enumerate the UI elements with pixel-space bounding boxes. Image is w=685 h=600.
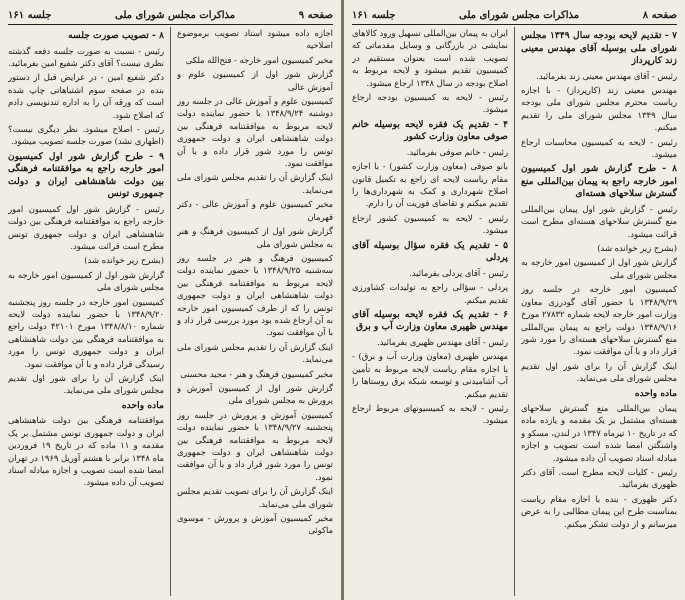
- paragraph: رئیس - لایحه به کمیسیون بودجه ارجاع میشود.: [352, 92, 508, 115]
- column: [521, 27, 677, 596]
- paragraph: اینک گزارش آن را برای شور اول تقدیم مجلس شورای ملی می‌نماید.: [521, 360, 677, 384]
- paragraph: رئیس - آقای مهندس ظهیری بفرمائید.: [376, 336, 508, 347]
- paragraph: گزارش شور اول از کمیسیون فرهنگ و هنر به مجلس شورای ملی: [177, 226, 333, 249]
- left-page: [0, 0, 341, 600]
- paragraph: کمیسیون امور خارجه در جلسه روز پنجشنبه ۱۳۴۸/۹/۲۰ با حضور نماینده دولت لایحه شماره ۱۳۴۸/۸/۱۰ مورخ ۴۲۱۰۱ دولت راجع به موافقتنامه فرهنگی بین دولت شاهنشاهی ایران و دولت جمهوری تونس را مورد رسیدگی قرار داده و با آن موافقت نمود.: [8, 296, 164, 369]
- paragraph: دکتر ظهوری - بنده با اجازه مقام ریاست بمناسبت طرح این پیمان مطالبی را به عرض میرسانم و از دولت تشکر میکنم.: [521, 493, 677, 529]
- column: [8, 27, 164, 596]
- paragraph: مهندس ظهیری (معاون وزارت آب و برق) - با اجازه مقام ریاست لایحه مربوط به تأمین آب آشامیدنی و توسعه شبکه برق روستاها را تقدیم میکنم.: [352, 351, 508, 399]
- column-divider: [514, 27, 515, 596]
- page-header: [8, 6, 333, 25]
- paragraph: مخبر کمیسیون علوم و آموزش عالی - دکتر قهرمان: [177, 199, 333, 222]
- section-heading: ۹ - طرح گزارش شور اول کمیسیون امور خارجه راجع به موافقتنامه فرهنگی بین دولت شاهنشاهی ایران و دولت جمهوری تونس: [8, 150, 164, 200]
- section-heading: ماده واحده: [634, 387, 677, 399]
- text-columns: [8, 27, 333, 596]
- section-heading: ۷ - تقدیم لایحه بودجه سال ۱۳۴۹ مجلس شورای ملی بوسیله آقای مهندس معینی زند کارپرداز: [521, 30, 677, 66]
- paragraph: اجازه داده میشود استاد تصویب برموضوع اصلاحیه: [177, 28, 333, 51]
- paragraph: گزارش شور اول از کمیسیون آموزش و پرورش به مجلس شورای ملی: [177, 382, 333, 406]
- paragraph: رئیس - خانم صوفی بفرمائید.: [406, 146, 508, 157]
- section-heading: ۸ - طرح گزارش شور اول کمیسیون امور خارجه راجع به پیمان بین‌المللی منع گسترش سلاحهای هسته‌ای: [521, 163, 677, 200]
- paragraph: ایران به پیمان بین‌المللی تسهیل ورود کالاهای نمایشی در بازرگانی و وسایل مقدماتی که تصویب شده است بعنوان مستقیم در کمیسیون تقدیم میشود و لایحه مربوط به اصلاح بودجه در سال ۱۳۴۸ ارجاع میشود.: [352, 28, 508, 88]
- paragraph: گزارش شور اول از کمیسیون امور خارجه به مجلس شورای ملی: [8, 269, 164, 293]
- session-number: جلسه ۱۶۱: [8, 9, 52, 21]
- paragraph: رئیس - آقای پردلی بفرمائید.: [409, 267, 508, 278]
- paragraph: (بشرح زیر خوانده شد): [84, 255, 164, 266]
- paragraph: رئیس - آقای مهندس معینی زند بفرمائید.: [536, 70, 677, 81]
- column: [177, 27, 333, 596]
- paragraph: مخبر کمیسیون آموزش و پرورش - موسوی ماکوئی: [177, 513, 333, 536]
- paragraph: موافقتنامه فرهنگی بین دولت شاهنشاهی ایران و دولت جمهوری تونس مشتمل بر یک مقدمه و ۱۱ ماده که در تاریخ ۱۹ فروردین ماه ۱۳۴۸ برابر با هشتم آوریل ۱۹۶۹ در تهران امضا شده است تصویب و اجازه مبادله اسناد تصویب آن داده میشود.: [8, 415, 164, 488]
- paragraph: اینک گزارش آن را برای شور اول تقدیم مجلس شورای ملی می‌نماید.: [8, 373, 164, 396]
- paragraph: گزارش شور اول از کمیسیون علوم و آموزش عالی: [177, 69, 333, 92]
- paragraph: رئیس - لایحه به کمیسیونهای مربوط ارجاع میشود.: [352, 402, 508, 426]
- right-page: [344, 0, 685, 600]
- paragraph: دکتر شفیع امین - در عرایض قبل از دستور بنده در صفحه سوم اشتباهاتی چاپ شده است که ورقه آن را به اداره تندنویسی دادم که اصلاح شود.: [8, 72, 164, 120]
- section-heading: ۴ - تقدیم یک فقره لایحه بوسیله خانم صوفی معاون وزارت کشور: [352, 118, 508, 143]
- paragraph: کمیسیون علوم و آموزش عالی در جلسه روز دوشنبه ۱۳۴۸/۹/۲۴ با حضور نماینده دولت لایحه مربوط به موافقتنامه فرهنگی بین دولت شاهنشاهی ایران و دولت جمهوری تونس را مورد شور قرار داده و با آن موافقت نمود.: [177, 96, 333, 169]
- paragraph: کمیسیون آموزش و پرورش در جلسه روز پنجشنبه ۱۳۴۸/۹/۲۷ با حضور نماینده دولت لایحه مربوط به موافقتنامه فرهنگی بین دولت شاهنشاهی ایران و دولت جمهوری تونس را مورد شور قرار داد و با آن موافقت نمود.: [177, 409, 333, 482]
- page-header: [352, 6, 677, 25]
- paragraph: مخبر کمیسیون فرهنگ و هنر - مجید محسنی: [180, 368, 333, 379]
- paragraph: اینک گزارش آن را تقدیم مجلس شورای ملی می‌نماید.: [177, 341, 333, 365]
- header-title: مذاکرات مجلس شورای ملی: [459, 9, 580, 21]
- paragraph: اینک گزارش آن را برای تصویب تقدیم مجلس شورای ملی می‌نماید.: [177, 486, 333, 509]
- paragraph: کمیسیون فرهنگ و هنر در جلسه روز سه‌شنبه ۱۳۴۸/۹/۲۵ با حضور نماینده دولت لایحه مربوط به موافقتنامه فرهنگی بین دولت شاهنشاهی ایران و دولت جمهوری تونس را که از طرف کمیسیون امور خارجه به آن ارجاع شده بود مورد بررسی قرار داد و با آن موافقت نمود.: [177, 252, 333, 338]
- paragraph: (بشرح زیر خوانده شد): [597, 243, 677, 254]
- paragraph: اینک گزارش آن را تقدیم مجلس شورای ملی می‌نماید.: [177, 172, 333, 195]
- paragraph: رئیس - لایحه به کمیسیون کشور ارجاع میشود.: [352, 212, 508, 236]
- page-number: صفحه ۸: [642, 9, 677, 21]
- column: [352, 27, 508, 596]
- section-heading: ۶ - تقدیم یک فقره لایحه بوسیله آقای مهندس ظهیری معاون وزارت آب و برق: [352, 308, 508, 333]
- section-heading: ۵ - تقدیم یک فقره سؤال بوسیله آقای پردلی: [352, 239, 508, 264]
- paragraph: رئیس - گزارش شور اول پیمان بین‌المللی منع گسترش سلاحهای هسته‌ای مطرح است قرائت میشود.: [521, 203, 677, 239]
- paragraph: پیمان بین‌المللی منع گسترش سلاحهای هسته‌ای مشتمل بر یک مقدمه و یازده ماده که در تاریخ ۱۰ تیرماه ۱۳۴۷ در لندن، مسکو و واشنگتن امضا شده است تصویب و اجازه مبادله اسناد تصویب آن داده میشود.: [521, 403, 677, 463]
- paragraph: مهندس معینی زند (کارپرداز) - با اجازه ریاست محترم مجلس شورای ملی بودجه سال ۱۳۴۹ مجلس شورای ملی را تقدیم میکنم.: [521, 84, 677, 133]
- session-number: جلسه ۱۶۱: [352, 9, 396, 21]
- page-number: صفحه ۹: [298, 9, 333, 21]
- section-heading: ۸ - تصویب صورت جلسه: [68, 30, 164, 41]
- paragraph: رئیس - اصلاح میشود. نظر دیگری نیست؟ (اظهاری نشد) صورت جلسه تصویب میشود.: [8, 123, 164, 147]
- paragraph: پردلی - سؤالی راجع به تولیدات کشاورزی تقدیم میکنم.: [352, 282, 508, 305]
- paragraph: مخبر کمیسیون امور خارجه - فتح‌الله ملکی: [185, 54, 333, 65]
- paragraph: رئیس - گزارش شور اول کمیسیون امور خارجه راجع به موافقتنامه فرهنگی بین دولت شاهنشاهی ایران و دولت جمهوری تونس مطرح است قرائت میشود.: [8, 203, 164, 251]
- paragraph: گزارش شور اول از کمیسیون امور خارجه به مجلس شورای ملی: [521, 257, 677, 280]
- column-divider: [170, 27, 171, 596]
- paragraph: رئیس - کلیات لایحه مطرح است. آقای دکتر ظهوری بفرمائید.: [521, 467, 677, 490]
- section-heading: ماده واحده: [121, 399, 164, 411]
- paragraph: رئیس - نسبت به صورت جلسه دفعه گذشته نظری نیست؟ آقای دکتر شفیع امین بفرمائید.: [8, 45, 164, 68]
- paragraph: رئیس - لایحه به کمیسیون محاسبات ارجاع میشود.: [521, 136, 677, 159]
- paragraph: بانو صوفی (معاون وزارت کشور) - با اجازه مقام ریاست لایحه ای راجع به تکمیل قانون اصلاح شهرداری و کمک به شهرداری‌ها را تقدیم میکنم و تقاضای فوریت آن را دارم.: [352, 161, 508, 209]
- paragraph: کمیسیون امور خارجه در جلسه روز ۱۳۴۸/۹/۲۹ با حضور آقای گودرزی معاون وزارت امور خارجه لایحه شماره ۲۷۸۳۲ مورخ ۱۳۴۸/۹/۱۶ دولت راجع به پیمان بین‌المللی منع گسترش سلاحهای هسته‌ای را مورد شور قرار داد و با آن موافقت نمود.: [521, 284, 677, 357]
- text-columns: [352, 27, 677, 596]
- header-title: مذاکرات مجلس شورای ملی: [115, 9, 236, 21]
